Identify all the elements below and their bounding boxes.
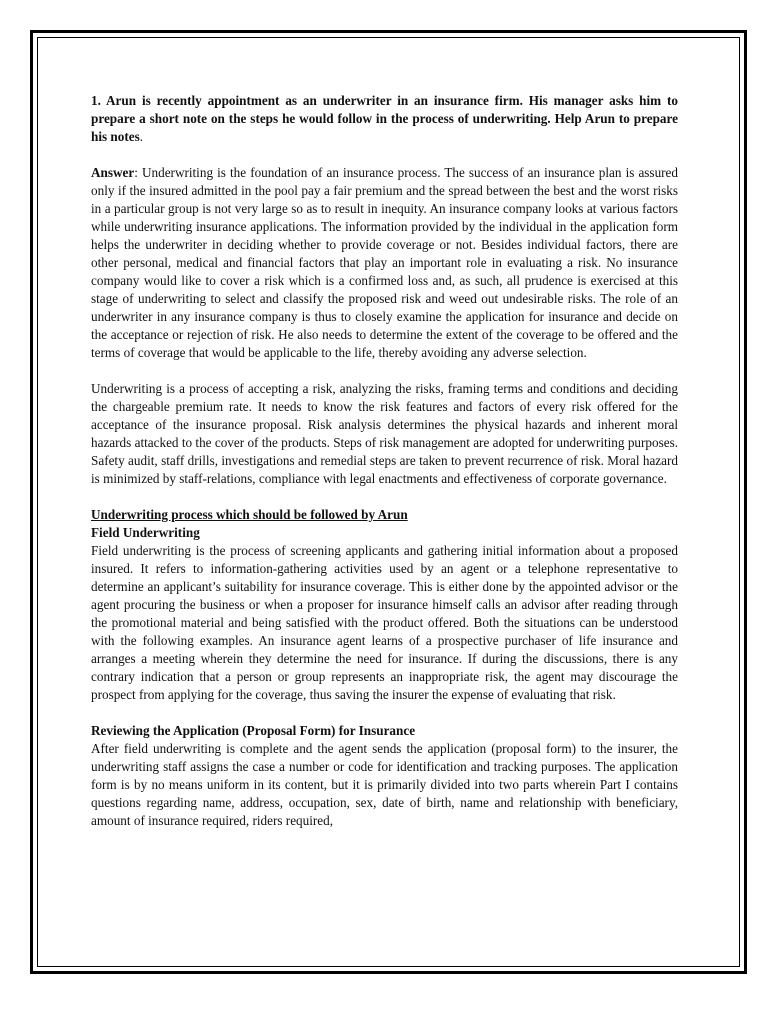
process-heading: Underwriting process which should be followed by Arun bbox=[91, 507, 408, 522]
answer-text: : Underwriting is the foundation of an insurance process. The success of an insurance plan is assured only if the insured admitted in the pool pay a fair premium and the spread between the best and the worst risks in a particular group is not very large so as to result in inequity. An insurance company looks at various factors while underwriting insurance applications. The information provided by the individual in the application form helps the underwriter in deciding whether to provide coverage or not. Besides individual factors, there are other personal, medical and financial factors that play an important role in evaluating a risk. No insurance company would like to cover a risk which is a confirmed loss and, as such, all prudence is exercised at this stage of underwriting to select and classify the proposed risk and weed out undesirable risks. The role of an underwriter in any insurance company is thus to closely examine the application for insurance and decide on the acceptance or rejection of risk. He also needs to determine the extent of the coverage to be offered and the terms of coverage that would be applicable to the life, thereby avoiding any adverse selection. bbox=[91, 165, 678, 360]
answer-label: Answer bbox=[91, 165, 135, 180]
question-tail: . bbox=[139, 129, 144, 144]
document-body bbox=[91, 92, 678, 830]
question-paragraph bbox=[91, 92, 678, 146]
field-underwriting-heading: Field Underwriting bbox=[91, 525, 200, 540]
reviewing-application-paragraph: After field underwriting is complete and the agent sends the application (proposal form) to the insurer, the underwriting staff assigns the case a number or code for identification and tracking purposes. The application form is by no means uniform in its content, but it is primarily divided into two parts wherein Part I contains questions regarding name, address, occupation, sex, date of birth, name and relationship with beneficiary, amount of insurance required, riders required, bbox=[91, 741, 678, 828]
underwriting-definition-paragraph: Underwriting is a process of accepting a risk, analyzing the risks, framing terms and conditions and deciding the chargeable premium rate. It needs to know the risk features and factors of every risk offered for the acceptance of the insurance proposal. Risk analysis determines the physical hazards and inherent moral hazards attacked to the cover of the products. Steps of risk management are adopted for underwriting purposes. Safety audit, staff drills, investigations and remedial steps are taken to prevent recurrence of risk. Moral hazard is minimized by staff-relations, compliance with legal enactments and effectiveness of corporate governance. bbox=[91, 381, 678, 486]
spacer bbox=[91, 704, 678, 722]
spacer bbox=[91, 488, 678, 506]
reviewing-application-heading: Reviewing the Application (Proposal Form) for Insurance bbox=[91, 723, 416, 738]
spacer bbox=[91, 146, 678, 164]
spacer bbox=[91, 362, 678, 380]
answer-paragraph bbox=[91, 164, 678, 362]
field-underwriting-paragraph: Field underwriting is the process of screening applicants and gathering initial information about a proposed insured. It refers to information-gathering activities used by an agent or a telephone representative to determine an applicant’s suitability for insurance coverage. This is either done by the appointed advisor or the agent procuring the business or when a proposer for insurance himself calls an advisor after reading through the promotional material and being satisfied with the product offered. Both the situations can be understood with the following examples. An insurance agent learns of a prospective purchaser of life insurance and arranges a meeting wherein they determine the need for insurance. If during the discussions, there is any contrary indication that a person or group represents an inappropriate risk, the agent may discourage the prospect from applying for the coverage, thus saving the insurer the expense of evaluating that risk. bbox=[91, 543, 678, 702]
question-text: 1. Arun is recently appointment as an underwriter in an insurance firm. His manager asks him to prepare a short note on the steps he would follow in the process of underwriting. Help Arun to prepare his notes bbox=[91, 93, 678, 144]
